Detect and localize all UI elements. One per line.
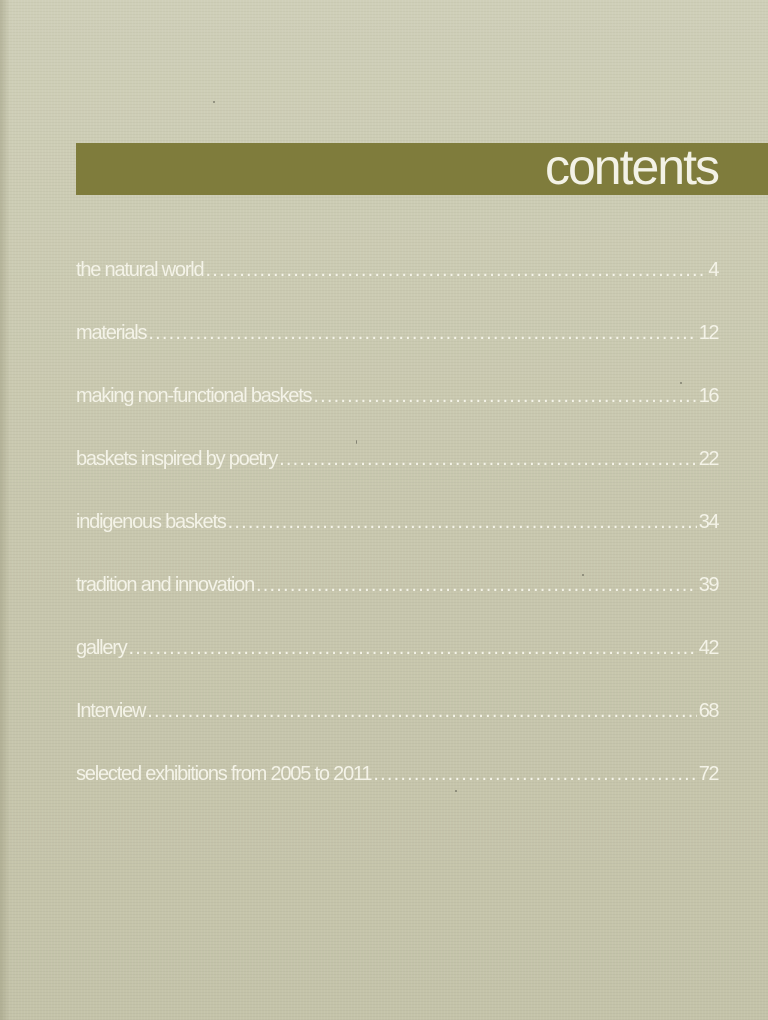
- page-edge-shadow: [0, 0, 10, 1020]
- toc-entry-page: 68: [698, 700, 718, 722]
- toc-leader-dots: [279, 437, 697, 481]
- toc-leader-dots: [373, 752, 696, 796]
- toc-entry-title: making non-functional baskets: [76, 385, 312, 407]
- toc-entry-title: baskets inspired by poetry: [76, 448, 278, 470]
- paper-speck: [455, 790, 457, 792]
- toc-entry[interactable]: [76, 437, 718, 500]
- toc-entry-page: 12: [698, 322, 718, 344]
- toc-entry[interactable]: [76, 500, 718, 563]
- toc-leader-dots: [205, 248, 706, 292]
- page-title: contents: [544, 139, 718, 195]
- toc-leader-dots: [129, 626, 697, 670]
- toc-entry[interactable]: [76, 374, 718, 437]
- toc-entry[interactable]: [76, 626, 718, 689]
- toc-entry-title: Interview: [76, 700, 146, 722]
- toc-entry-page: 39: [698, 574, 718, 596]
- toc-leader-dots: [228, 500, 697, 544]
- toc-entry[interactable]: [76, 689, 718, 752]
- toc-entry-title: the natural world: [76, 259, 204, 281]
- toc-entry-page: 16: [698, 385, 718, 407]
- toc-entry[interactable]: [76, 311, 718, 374]
- toc-entry-title: gallery: [76, 637, 127, 659]
- toc-entry[interactable]: [76, 752, 718, 815]
- toc-leader-dots: [148, 311, 696, 355]
- title-bar: [76, 139, 768, 195]
- toc-entry-title: indigenous baskets: [76, 511, 226, 533]
- toc-entry-page: 72: [698, 763, 718, 785]
- toc-entry-page: 4: [708, 259, 718, 281]
- toc-entry[interactable]: [76, 563, 718, 626]
- toc-leader-dots: [313, 374, 696, 418]
- paper-speck: [356, 440, 357, 444]
- toc-entry-page: 22: [698, 448, 718, 470]
- table-of-contents: [76, 248, 718, 815]
- paper-speck: [680, 382, 682, 384]
- toc-entry-page: 42: [698, 637, 718, 659]
- toc-leader-dots: [256, 563, 697, 607]
- paper-speck: [582, 574, 584, 576]
- toc-leader-dots: [147, 689, 697, 733]
- toc-entry-page: 34: [698, 511, 718, 533]
- toc-entry-title: materials: [76, 322, 147, 344]
- paper-speck: [213, 101, 215, 103]
- toc-entry-title: selected exhibitions from 2005 to 2011: [76, 763, 372, 785]
- toc-entry-title: tradition and innovation: [76, 574, 255, 596]
- toc-entry[interactable]: [76, 248, 718, 311]
